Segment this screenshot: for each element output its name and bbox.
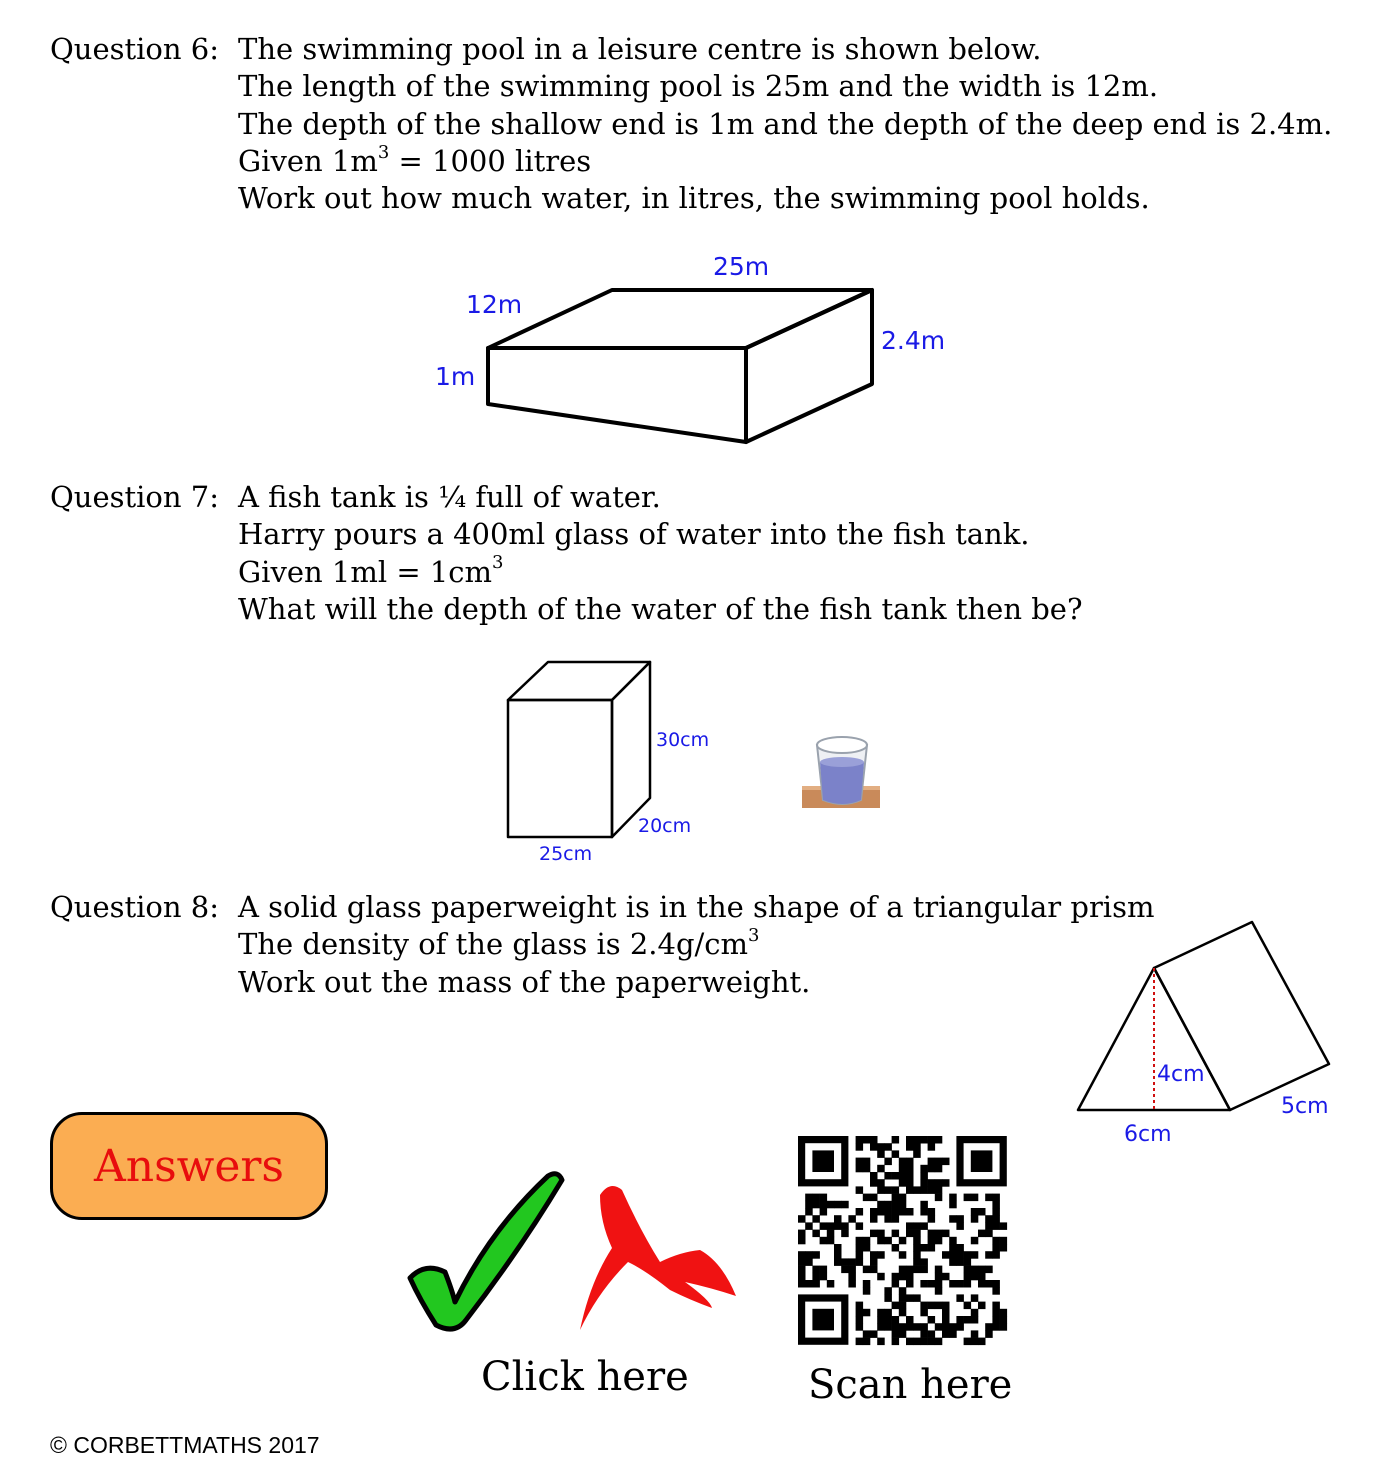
prism-base-label: 6cm [1124, 1122, 1172, 1147]
scan-here-label: Scan here [808, 1362, 1013, 1408]
question-6-label: Question 6: [50, 32, 220, 66]
pool-shallow-label: 1m [435, 362, 476, 391]
pool-deep-label: 2.4m [881, 326, 946, 355]
q8-line-1: A solid glass paperweight is in the shape of a triangular prism [238, 890, 1155, 924]
click-here-link[interactable]: Click here [481, 1354, 689, 1400]
q7-given: Given $1ml = 1cm^3$ [238, 552, 504, 589]
q6-given: Given $1m^3 = 1000$ litres [238, 141, 592, 178]
copyright-notice: © CORBETTMATHS 2017 [50, 1432, 320, 1458]
tank-width-label: 25cm [539, 843, 593, 865]
q6-line-1: The swimming pool in a leisure centre is shown below. [238, 32, 1042, 66]
cross-mark-icon [580, 1186, 736, 1330]
fish-tank-diagram [508, 662, 650, 837]
question-8-label: Question 8: [50, 890, 220, 924]
pool-width-label: 12m [466, 290, 523, 319]
q6-line-4: Work out how much water, in litres, the swimming pool holds. [238, 181, 1150, 216]
question-7-label: Question 7: [50, 480, 220, 514]
q8-line-2: Work out the mass of the paperweight. [238, 964, 811, 999]
swimming-pool-diagram [488, 290, 872, 442]
q7-line-2: Harry pours a 400ml glass of water into the fish tank. [238, 517, 1030, 552]
q6-line-2: The length of the swimming pool is 25m and the width is 12m. [238, 69, 1159, 104]
q8-density: The density of the glass is $2.4g/cm^3$ [238, 924, 760, 962]
tank-depth-label: 20cm [638, 815, 692, 837]
q6-line-3: The depth of the shallow end is 1m and the depth of the deep end is 2.4m. [238, 106, 1333, 141]
question-8-text [238, 889, 1154, 1001]
prism-length-label: 5cm [1281, 1094, 1329, 1119]
pool-length-label: 25m [713, 252, 770, 281]
tank-height-label: 30cm [656, 729, 710, 751]
question-7-text [238, 479, 1083, 628]
glass-of-water-icon [802, 737, 880, 808]
qr-code-icon [798, 1136, 1007, 1345]
q7-line-3: What will the depth of the water of the fish tank then be? [238, 591, 1083, 626]
check-mark-icon [410, 1174, 562, 1329]
answers-button[interactable]: Answers [50, 1112, 328, 1220]
prism-height-label: 4cm [1157, 1062, 1205, 1087]
q7-line-1: A fish tank is ¼ full of water. [238, 480, 661, 514]
